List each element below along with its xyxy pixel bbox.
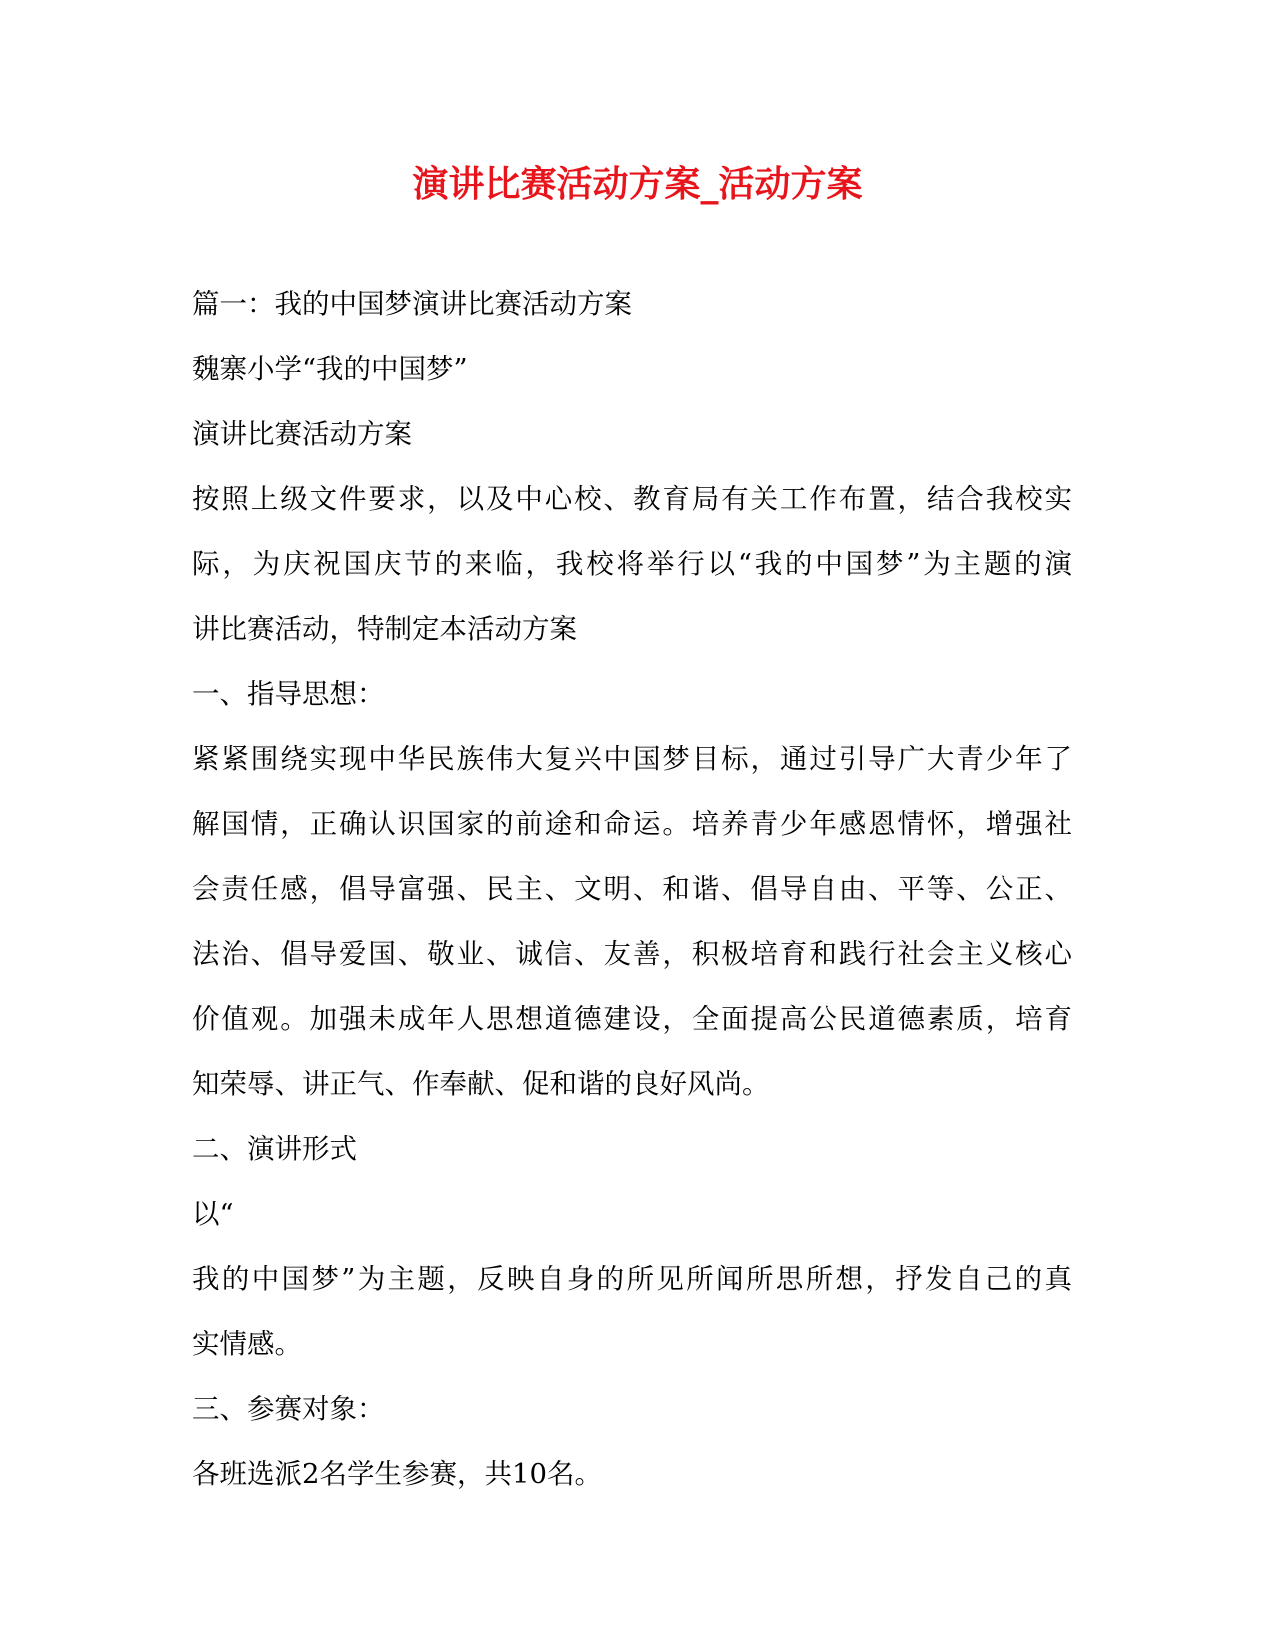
paragraph-line: 会责任感，倡导富强、民主、文明、和谐、倡导自由、平等、公正、: [192, 873, 1072, 905]
paragraph-line: 实情感。: [192, 1328, 302, 1360]
section-heading: 二、演讲形式: [192, 1133, 357, 1165]
paragraph-line: 按照上级文件要求，以及中心校、教育局有关工作布置，结合我校实: [192, 483, 1072, 515]
paragraph-line: 解国情，正确认识国家的前途和命运。培养青少年感恩情怀，增强社: [192, 808, 1072, 840]
paragraph-line: 价值观。加强未成年人思想道德建设，全面提高公民道德素质，培育: [192, 1003, 1072, 1035]
section-heading: 一、指导思想：: [192, 678, 385, 710]
document-body: [192, 272, 1072, 1507]
paragraph-line: 知荣辱、讲正气、作奉献、促和谐的良好风尚。: [192, 1068, 770, 1100]
section-heading: 篇一：我的中国梦演讲比赛活动方案: [192, 288, 632, 320]
document-title: 演讲比赛活动方案_活动方案: [412, 163, 863, 205]
paragraph-line: 魏寨小学“我的中国梦”: [192, 353, 468, 385]
paragraph-line: 际，为庆祝国庆节的来临，我校将举行以“我的中国梦”为主题的演: [192, 548, 1072, 580]
paragraph-line: 我的中国梦”为主题，反映自身的所见所闻所思所想，抒发自己的真: [192, 1263, 1072, 1295]
paragraph-line: 讲比赛活动，特制定本活动方案: [192, 613, 577, 645]
paragraph-line: 各班选派2名学生参赛，共10名。: [192, 1458, 602, 1490]
paragraph-line: 演讲比赛活动方案: [192, 418, 412, 450]
paragraph-line: 以“: [192, 1198, 234, 1230]
section-heading: 三、参赛对象：: [192, 1393, 385, 1425]
paragraph-line: 法治、倡导爱国、敬业、诚信、友善，积极培育和践行社会主义核心: [192, 938, 1072, 970]
paragraph-line: 紧紧围绕实现中华民族伟大复兴中国梦目标，通过引导广大青少年了: [192, 743, 1072, 775]
